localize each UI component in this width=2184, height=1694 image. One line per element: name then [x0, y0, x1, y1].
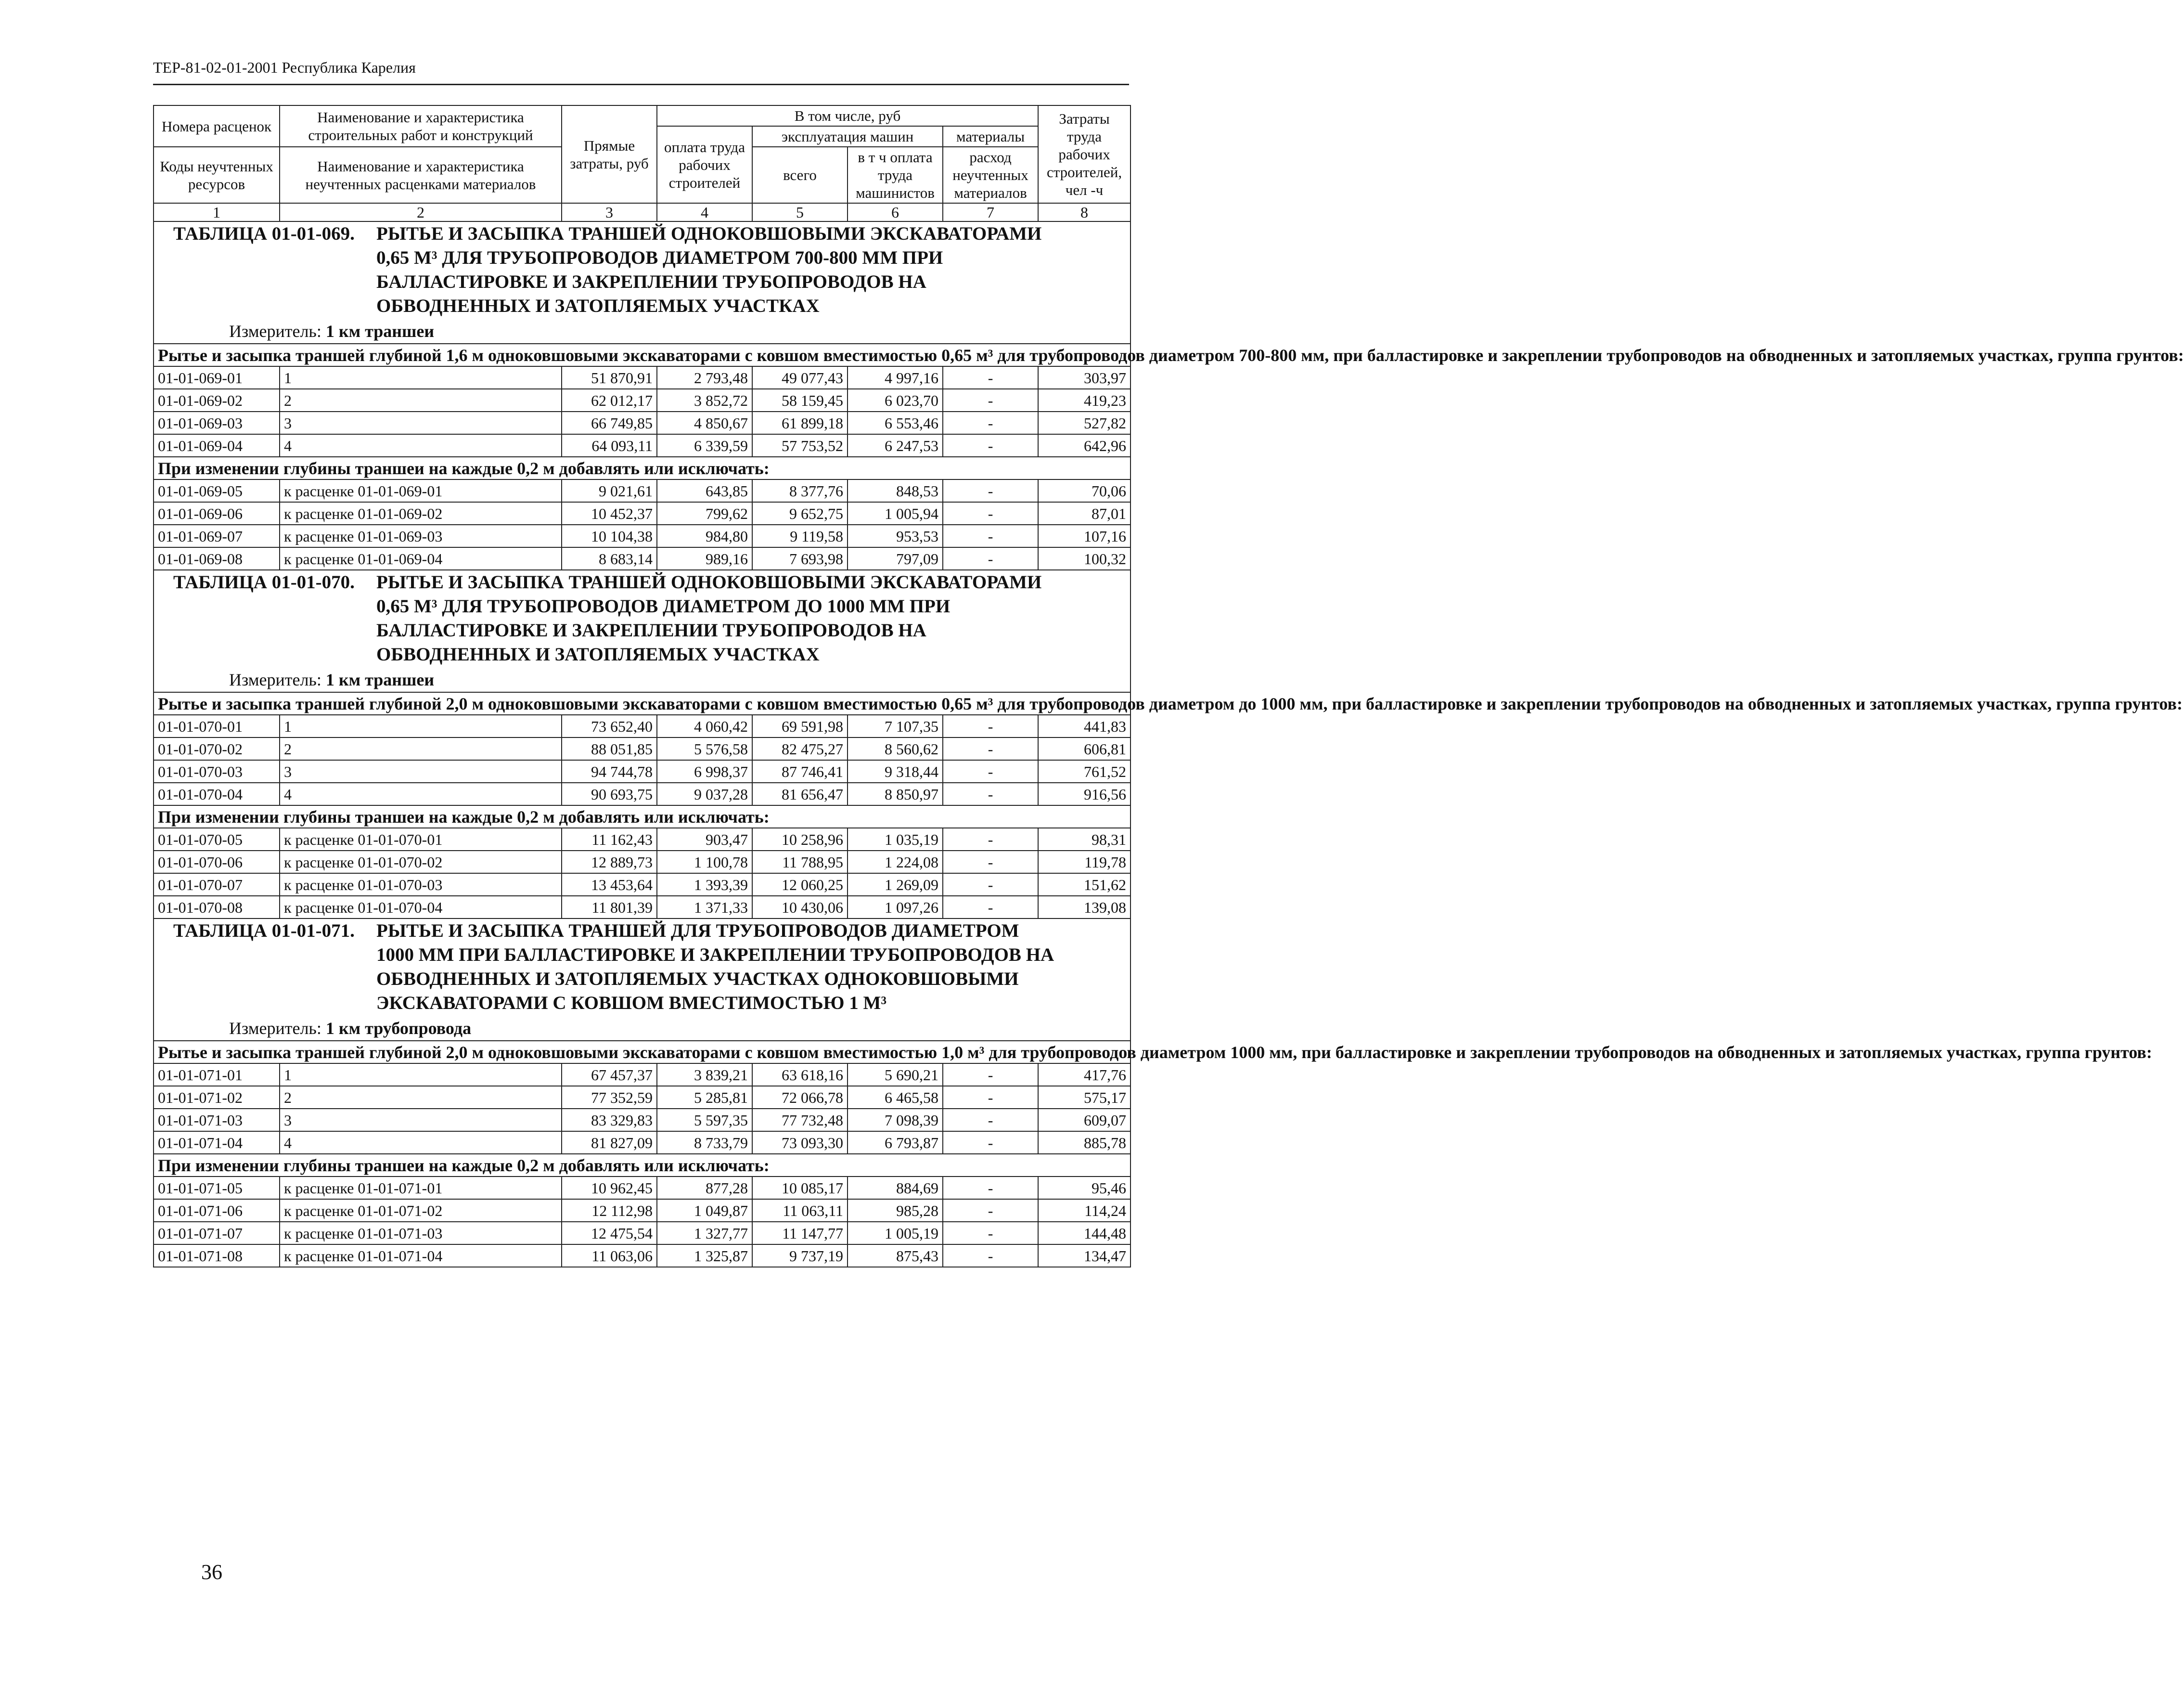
cell-labor-hours: 885,78 [1038, 1131, 1131, 1154]
table-title-line: 1000 ММ ПРИ БАЛЛАСТИРОВКЕ И ЗАКРЕПЛЕНИИ ТРУБОПРОВОДОВ НА [376, 944, 1054, 965]
cell-worker-wage: 984,80 [657, 525, 752, 547]
table-title-line: 0,65 М³ ДЛЯ ТРУБОПРОВОДОВ ДИАМЕТРОМ ДО 1000 ММ ПРИ [376, 596, 951, 617]
cell-machinist-wage: 8 850,97 [848, 783, 943, 805]
cell-worker-wage: 5 576,58 [657, 737, 752, 760]
cell-rate-code: 01-01-070-02 [154, 737, 280, 760]
cell-labor-hours: 303,97 [1038, 366, 1131, 389]
table-row [154, 1086, 1131, 1109]
cell-labor-hours: 114,24 [1038, 1199, 1131, 1222]
cell-labor-hours: 100,32 [1038, 547, 1131, 570]
cell-machine-cost: 57 753,52 [752, 434, 848, 457]
cell-direct-cost: 64 093,11 [562, 434, 657, 457]
table-row [154, 828, 1131, 851]
cell-material-cost: - [943, 502, 1038, 525]
table-row [154, 896, 1131, 918]
cell-labor-hours: 98,31 [1038, 828, 1131, 851]
cell-rate-code: 01-01-070-05 [154, 828, 280, 851]
cell-material-cost: - [943, 1131, 1038, 1154]
cell-direct-cost: 62 012,17 [562, 389, 657, 412]
cell-machinist-wage: 8 560,62 [848, 737, 943, 760]
cell-machine-cost: 11 063,11 [752, 1199, 848, 1222]
section-heading: Рытье и засыпка траншей глубиной 2,0 м одноковшовыми экскаваторами с ковшом вместимостью 1,0 м³ для трубопроводов диаметром 1000 мм, при балластировке и закреплении трубопроводов на обводненных и затопляемых участках, группа грунтов: [154, 1041, 1131, 1063]
cell-rate-code: 01-01-070-01 [154, 715, 280, 737]
cell-machinist-wage: 875,43 [848, 1244, 943, 1267]
cell-machinist-wage: 1 005,19 [848, 1222, 943, 1244]
cell-rate-name: 4 [280, 783, 562, 805]
measure-unit-value: 1 км траншеи [325, 670, 435, 689]
section-heading: Рытье и засыпка траншей глубиной 1,6 м одноковшовыми экскаваторами с ковшом вместимостью 0,65 м³ для трубопроводов диаметром 700-800 мм, при балластировке и закреплении трубопроводов на обводненных и затопляемых участках, группа грунтов: [154, 344, 1131, 366]
cell-worker-wage: 877,28 [657, 1177, 752, 1199]
column-number: 8 [1038, 203, 1131, 221]
cell-direct-cost: 90 693,75 [562, 783, 657, 805]
table-row [154, 851, 1131, 873]
table-row [154, 1199, 1131, 1222]
cell-rate-code: 01-01-070-08 [154, 896, 280, 918]
measure-unit-label: Измеритель: [229, 322, 321, 341]
table-title-row [154, 221, 1131, 344]
table-title-line: ЭКСКАВАТОРАМИ С КОВШОМ ВМЕСТИМОСТЬЮ 1 М³ [376, 993, 887, 1013]
table-row [154, 434, 1131, 457]
cell-rate-code: 01-01-069-04 [154, 434, 280, 457]
cell-rate-code: 01-01-070-06 [154, 851, 280, 873]
table-row [154, 525, 1131, 547]
cell-material-cost: - [943, 412, 1038, 434]
measure-unit-value: 1 км траншеи [325, 322, 435, 341]
cell-rate-name: к расценке 01-01-069-04 [280, 547, 562, 570]
cell-rate-code: 01-01-071-07 [154, 1222, 280, 1244]
cell-machine-cost: 9 119,58 [752, 525, 848, 547]
page-number: 36 [201, 1560, 222, 1584]
cell-material-cost: - [943, 547, 1038, 570]
cell-labor-hours: 134,47 [1038, 1244, 1131, 1267]
table-title-line: БАЛЛАСТИРОВКЕ И ЗАКРЕПЛЕНИИ ТРУБОПРОВОДОВ НА [376, 620, 926, 641]
cell-labor-hours: 761,52 [1038, 760, 1131, 783]
column-header-row-1 [154, 105, 1131, 126]
cell-machinist-wage: 1 269,09 [848, 873, 943, 896]
depth-change-heading: При изменении глубины траншеи на каждые 0,2 м добавлять или исключать: [154, 805, 1131, 828]
cell-labor-hours: 419,23 [1038, 389, 1131, 412]
cell-labor-hours: 609,07 [1038, 1109, 1131, 1131]
cell-machine-cost: 12 060,25 [752, 873, 848, 896]
cell-worker-wage: 1 393,39 [657, 873, 752, 896]
cell-worker-wage: 643,85 [657, 479, 752, 502]
cell-machine-cost: 11 147,77 [752, 1222, 848, 1244]
cell-machinist-wage: 9 318,44 [848, 760, 943, 783]
cell-rate-name: 2 [280, 389, 562, 412]
cell-machine-cost: 72 066,78 [752, 1086, 848, 1109]
table-title-row [154, 918, 1131, 1041]
table-label: ТАБЛИЦА 01-01-069. [173, 223, 355, 244]
cell-labor-hours: 527,82 [1038, 412, 1131, 434]
column-number: 4 [657, 203, 752, 221]
column-number: 6 [848, 203, 943, 221]
cell-material-cost: - [943, 1244, 1038, 1267]
table-title-line: РЫТЬЕ И ЗАСЫПКА ТРАНШЕЙ ДЛЯ ТРУБОПРОВОДОВ ДИАМЕТРОМ [376, 920, 1019, 941]
cell-labor-hours: 151,62 [1038, 873, 1131, 896]
cell-machine-cost: 9 652,75 [752, 502, 848, 525]
table-title-cell [154, 918, 1131, 1041]
col-labor-costs: Затраты труда рабочих строителей, чел -ч [1038, 105, 1131, 203]
cell-rate-name: 1 [280, 715, 562, 737]
cell-worker-wage: 6 339,59 [657, 434, 752, 457]
table-row [154, 737, 1131, 760]
cell-machine-cost: 81 656,47 [752, 783, 848, 805]
cell-direct-cost: 13 453,64 [562, 873, 657, 896]
cell-direct-cost: 77 352,59 [562, 1086, 657, 1109]
cell-material-cost: - [943, 1222, 1038, 1244]
cell-worker-wage: 2 793,48 [657, 366, 752, 389]
cell-rate-name: 2 [280, 737, 562, 760]
cell-material-cost: - [943, 1177, 1038, 1199]
section-heading: Рытье и засыпка траншей глубиной 2,0 м одноковшовыми экскаваторами с ковшом вместимостью 0,65 м³ для трубопроводов диаметром до 1000 мм, при балластировке и закреплении трубопроводов на обводненных и затопляемых участках, группа грунтов: [154, 692, 1131, 715]
cell-material-cost: - [943, 525, 1038, 547]
cell-worker-wage: 1 100,78 [657, 851, 752, 873]
cell-rate-code: 01-01-069-02 [154, 389, 280, 412]
cell-direct-cost: 10 104,38 [562, 525, 657, 547]
rates-table [153, 105, 2184, 1267]
cell-rate-code: 01-01-069-07 [154, 525, 280, 547]
cell-rate-name: 4 [280, 1131, 562, 1154]
column-number: 7 [943, 203, 1038, 221]
cell-material-cost: - [943, 873, 1038, 896]
table-row [154, 760, 1131, 783]
table-title-line: РЫТЬЕ И ЗАСЫПКА ТРАНШЕЙ ОДНОКОВШОВЫМИ ЭКСКАВАТОРАМИ [376, 572, 1042, 593]
cell-labor-hours: 642,96 [1038, 434, 1131, 457]
cell-labor-hours: 417,76 [1038, 1063, 1131, 1086]
table-row [154, 389, 1131, 412]
column-number: 5 [752, 203, 848, 221]
cell-rate-name: 3 [280, 412, 562, 434]
cell-rate-code: 01-01-071-02 [154, 1086, 280, 1109]
cell-machinist-wage: 884,69 [848, 1177, 943, 1199]
cell-machine-cost: 49 077,43 [752, 366, 848, 389]
cell-machine-cost: 9 737,19 [752, 1244, 848, 1267]
section-heading-row [154, 692, 1131, 715]
cell-direct-cost: 88 051,85 [562, 737, 657, 760]
cell-machinist-wage: 6 247,53 [848, 434, 943, 457]
table-title-cell [154, 221, 1131, 344]
cell-rate-name: к расценке 01-01-071-01 [280, 1177, 562, 1199]
cell-direct-cost: 81 827,09 [562, 1131, 657, 1154]
cell-labor-hours: 107,16 [1038, 525, 1131, 547]
cell-rate-code: 01-01-069-01 [154, 366, 280, 389]
table-row [154, 1244, 1131, 1267]
cell-labor-hours: 95,46 [1038, 1177, 1131, 1199]
cell-machinist-wage: 985,28 [848, 1199, 943, 1222]
table-title-line: БАЛЛАСТИРОВКЕ И ЗАКРЕПЛЕНИИ ТРУБОПРОВОДОВ НА [376, 272, 926, 292]
cell-rate-code: 01-01-071-05 [154, 1177, 280, 1199]
cell-worker-wage: 1 371,33 [657, 896, 752, 918]
col-worker-wages: оплата труда рабочих строителей [657, 126, 752, 203]
table-row [154, 715, 1131, 737]
table-row [154, 366, 1131, 389]
cell-machinist-wage: 953,53 [848, 525, 943, 547]
table-title-row [154, 570, 1131, 692]
cell-direct-cost: 83 329,83 [562, 1109, 657, 1131]
depth-change-heading-row [154, 805, 1131, 828]
col-material-name: Наименование и характеристика неучтенных расценками материалов [280, 147, 562, 203]
col-rate-numbers: Номера расценок [154, 105, 280, 147]
measure-unit-label: Измеритель: [229, 1019, 321, 1038]
depth-change-heading-row [154, 1154, 1131, 1177]
cell-labor-hours: 144,48 [1038, 1222, 1131, 1244]
depth-change-heading: При изменении глубины траншеи на каждые 0,2 м добавлять или исключать: [154, 457, 1131, 479]
table-title [158, 919, 1126, 1015]
cell-labor-hours: 916,56 [1038, 783, 1131, 805]
table-row [154, 1109, 1131, 1131]
col-resource-codes: Коды неучтенных ресурсов [154, 147, 280, 203]
measure-unit-value: 1 км трубопровода [325, 1019, 472, 1038]
cell-material-cost: - [943, 828, 1038, 851]
cell-rate-code: 01-01-071-04 [154, 1131, 280, 1154]
table-title [158, 570, 1126, 667]
cell-rate-code: 01-01-070-04 [154, 783, 280, 805]
measure-unit [229, 1016, 1126, 1040]
cell-machinist-wage: 1 005,94 [848, 502, 943, 525]
cell-machine-cost: 10 258,96 [752, 828, 848, 851]
table-title-text [376, 222, 1126, 318]
table-title-text [376, 570, 1126, 667]
cell-rate-name: к расценке 01-01-071-04 [280, 1244, 562, 1267]
table-title-cell [154, 570, 1131, 692]
cell-rate-name: к расценке 01-01-071-03 [280, 1222, 562, 1244]
cell-direct-cost: 11 162,43 [562, 828, 657, 851]
cell-worker-wage: 1 327,77 [657, 1222, 752, 1244]
cell-direct-cost: 12 889,73 [562, 851, 657, 873]
section-heading-row [154, 344, 1131, 366]
table-title-line: РЫТЬЕ И ЗАСЫПКА ТРАНШЕЙ ОДНОКОВШОВЫМИ ЭКСКАВАТОРАМИ [376, 223, 1042, 244]
cell-rate-code: 01-01-071-01 [154, 1063, 280, 1086]
cell-rate-name: к расценке 01-01-071-02 [280, 1199, 562, 1222]
cell-labor-hours: 441,83 [1038, 715, 1131, 737]
cell-machine-cost: 10 430,06 [752, 896, 848, 918]
cell-worker-wage: 5 285,81 [657, 1086, 752, 1109]
cell-direct-cost: 66 749,85 [562, 412, 657, 434]
cell-material-cost: - [943, 479, 1038, 502]
cell-material-cost: - [943, 1199, 1038, 1222]
cell-worker-wage: 4 850,67 [657, 412, 752, 434]
cell-rate-name: к расценке 01-01-070-02 [280, 851, 562, 873]
cell-direct-cost: 11 063,06 [562, 1244, 657, 1267]
cell-rate-name: 3 [280, 1109, 562, 1131]
cell-worker-wage: 3 852,72 [657, 389, 752, 412]
cell-rate-code: 01-01-071-03 [154, 1109, 280, 1131]
cell-rate-code: 01-01-069-08 [154, 547, 280, 570]
cell-machine-cost: 87 746,41 [752, 760, 848, 783]
cell-machinist-wage: 6 465,58 [848, 1086, 943, 1109]
cell-rate-code: 01-01-071-06 [154, 1199, 280, 1222]
cell-rate-name: к расценке 01-01-069-02 [280, 502, 562, 525]
cell-material-cost: - [943, 366, 1038, 389]
cell-machinist-wage: 1 097,26 [848, 896, 943, 918]
header-rule [153, 84, 1129, 85]
cell-worker-wage: 8 733,79 [657, 1131, 752, 1154]
cell-labor-hours: 70,06 [1038, 479, 1131, 502]
cell-machinist-wage: 6 553,46 [848, 412, 943, 434]
cell-machine-cost: 73 093,30 [752, 1131, 848, 1154]
cell-rate-code: 01-01-069-06 [154, 502, 280, 525]
cell-machinist-wage: 797,09 [848, 547, 943, 570]
cell-labor-hours: 575,17 [1038, 1086, 1131, 1109]
cell-direct-cost: 12 475,54 [562, 1222, 657, 1244]
cell-machinist-wage: 4 997,16 [848, 366, 943, 389]
cell-labor-hours: 119,78 [1038, 851, 1131, 873]
cell-material-cost: - [943, 389, 1038, 412]
cell-direct-cost: 94 744,78 [562, 760, 657, 783]
cell-material-cost: - [943, 1109, 1038, 1131]
table-label: ТАБЛИЦА 01-01-070. [173, 572, 355, 593]
cell-material-cost: - [943, 1086, 1038, 1109]
table-row [154, 873, 1131, 896]
col-group-machines: эксплуатация машин [752, 126, 943, 147]
table-row [154, 1222, 1131, 1244]
cell-machinist-wage: 5 690,21 [848, 1063, 943, 1086]
cell-machine-cost: 8 377,76 [752, 479, 848, 502]
table-row [154, 1063, 1131, 1086]
table-row [154, 547, 1131, 570]
cell-machinist-wage: 6 023,70 [848, 389, 943, 412]
cell-material-cost: - [943, 783, 1038, 805]
cell-direct-cost: 73 652,40 [562, 715, 657, 737]
table-row [154, 479, 1131, 502]
cell-machinist-wage: 1 224,08 [848, 851, 943, 873]
cell-direct-cost: 67 457,37 [562, 1063, 657, 1086]
table-title-line: ОБВОДНЕННЫХ И ЗАТОПЛЯЕМЫХ УЧАСТКАХ ОДНОКОВШОВЫМИ [376, 969, 1019, 989]
cell-machine-cost: 7 693,98 [752, 547, 848, 570]
col-work-name: Наименование и характеристика строительных работ и конструкций [280, 105, 562, 147]
cell-worker-wage: 5 597,35 [657, 1109, 752, 1131]
cell-labor-hours: 139,08 [1038, 896, 1131, 918]
cell-rate-name: к расценке 01-01-070-04 [280, 896, 562, 918]
cell-rate-code: 01-01-069-03 [154, 412, 280, 434]
table-title-line: ОБВОДНЕННЫХ И ЗАТОПЛЯЕМЫХ УЧАСТКАХ [376, 296, 820, 316]
cell-material-cost: - [943, 1063, 1038, 1086]
cell-direct-cost: 8 683,14 [562, 547, 657, 570]
cell-rate-code: 01-01-070-07 [154, 873, 280, 896]
rates-sheet [153, 105, 2184, 1267]
cell-machine-cost: 11 788,95 [752, 851, 848, 873]
cell-direct-cost: 51 870,91 [562, 366, 657, 389]
col-machinist-wages: в т ч оплата труда машинистов [848, 147, 943, 203]
col-machines-total: всего [752, 147, 848, 203]
cell-direct-cost: 12 112,98 [562, 1199, 657, 1222]
measure-unit-label: Измеритель: [229, 670, 321, 689]
cell-direct-cost: 10 452,37 [562, 502, 657, 525]
cell-material-cost: - [943, 760, 1038, 783]
cell-worker-wage: 903,47 [657, 828, 752, 851]
cell-worker-wage: 3 839,21 [657, 1063, 752, 1086]
cell-machine-cost: 77 732,48 [752, 1109, 848, 1131]
cell-rate-name: к расценке 01-01-069-03 [280, 525, 562, 547]
cell-machine-cost: 82 475,27 [752, 737, 848, 760]
cell-direct-cost: 11 801,39 [562, 896, 657, 918]
col-unaccounted-materials: расход неучтенных материалов [943, 147, 1038, 203]
cell-rate-name: 1 [280, 1063, 562, 1086]
cell-material-cost: - [943, 851, 1038, 873]
table-label: ТАБЛИЦА 01-01-071. [173, 920, 355, 941]
cell-labor-hours: 606,81 [1038, 737, 1131, 760]
cell-machine-cost: 58 159,45 [752, 389, 848, 412]
table-title-text [376, 919, 1126, 1015]
table-title-line: ОБВОДНЕННЫХ И ЗАТОПЛЯЕМЫХ УЧАСТКАХ [376, 644, 820, 665]
cell-rate-code: 01-01-070-03 [154, 760, 280, 783]
table-row [154, 783, 1131, 805]
cell-material-cost: - [943, 715, 1038, 737]
cell-machinist-wage: 7 098,39 [848, 1109, 943, 1131]
cell-material-cost: - [943, 896, 1038, 918]
cell-direct-cost: 9 021,61 [562, 479, 657, 502]
cell-machine-cost: 61 899,18 [752, 412, 848, 434]
measure-unit [229, 668, 1126, 692]
cell-worker-wage: 1 325,87 [657, 1244, 752, 1267]
cell-worker-wage: 989,16 [657, 547, 752, 570]
table-row [154, 412, 1131, 434]
section-heading-row [154, 1041, 1131, 1063]
table-title [158, 222, 1126, 318]
cell-machinist-wage: 848,53 [848, 479, 943, 502]
cell-machine-cost: 10 085,17 [752, 1177, 848, 1199]
cell-machine-cost: 69 591,98 [752, 715, 848, 737]
cell-rate-name: 1 [280, 366, 562, 389]
cell-rate-name: к расценке 01-01-069-01 [280, 479, 562, 502]
cell-rate-name: 4 [280, 434, 562, 457]
cell-machine-cost: 63 618,16 [752, 1063, 848, 1086]
col-group-materials: материалы [943, 126, 1038, 147]
cell-rate-name: к расценке 01-01-070-01 [280, 828, 562, 851]
column-number: 2 [280, 203, 562, 221]
table-row [154, 502, 1131, 525]
column-number: 1 [154, 203, 280, 221]
cell-worker-wage: 4 060,42 [657, 715, 752, 737]
running-head: ТЕР-81-02-01-2001 Республика Карелия [153, 59, 416, 76]
cell-rate-name: к расценке 01-01-070-03 [280, 873, 562, 896]
cell-rate-code: 01-01-071-08 [154, 1244, 280, 1267]
column-number-row [154, 203, 1131, 221]
cell-worker-wage: 1 049,87 [657, 1199, 752, 1222]
cell-machinist-wage: 1 035,19 [848, 828, 943, 851]
column-number: 3 [562, 203, 657, 221]
col-group-including: В том числе, руб [657, 105, 1038, 126]
cell-rate-name: 3 [280, 760, 562, 783]
col-direct-costs: Прямые затраты, руб [562, 105, 657, 203]
cell-material-cost: - [943, 434, 1038, 457]
table-row [154, 1131, 1131, 1154]
cell-direct-cost: 10 962,45 [562, 1177, 657, 1199]
depth-change-heading: При изменении глубины траншеи на каждые 0,2 м добавлять или исключать: [154, 1154, 1131, 1177]
cell-worker-wage: 6 998,37 [657, 760, 752, 783]
cell-material-cost: - [943, 737, 1038, 760]
cell-rate-name: 2 [280, 1086, 562, 1109]
table-row [154, 1177, 1131, 1199]
cell-worker-wage: 9 037,28 [657, 783, 752, 805]
table-title-line: 0,65 М³ ДЛЯ ТРУБОПРОВОДОВ ДИАМЕТРОМ 700-800 ММ ПРИ [376, 247, 943, 268]
cell-rate-code: 01-01-069-05 [154, 479, 280, 502]
cell-worker-wage: 799,62 [657, 502, 752, 525]
cell-labor-hours: 87,01 [1038, 502, 1131, 525]
measure-unit [229, 319, 1126, 343]
depth-change-heading-row [154, 457, 1131, 479]
cell-machinist-wage: 6 793,87 [848, 1131, 943, 1154]
cell-machinist-wage: 7 107,35 [848, 715, 943, 737]
